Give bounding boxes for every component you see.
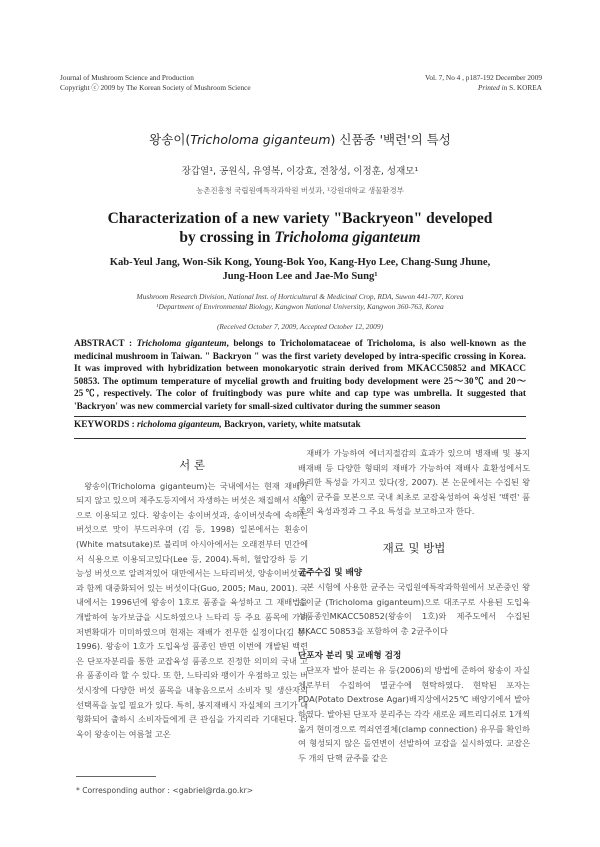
intro-body: 왕송이(Tricholoma giganteum)는 국내에서는 현재 재배가 되지 않고 있으며 제주도등지에서 자생하는 버섯은 채집해서 식용으로 이용되고 있다. 왕송이는 송이버섯과, 송이버섯속에 속하는 버섯으로 맛이 부드러우며 (김 등, 1998) 일본에서는 흰송이(White matsutake)로 불리며 아시아에서는 오래전부터 민간에서 식용으로 이용되고있다(Lee 등, 2004).특히, 혈압강하 등 기능성 버섯으로 알려져있어 대만에서는 느타리버섯, 양송이버섯 등과 함께 대중화되어 있는 버섯이다(Guo, 2005; Mau, 2001). 국내에서는 1996년에 왕송이 1호로 품종을 육성하고 그 재배법을 개발하여 농가보급을 시도하였으나 느타리 등 주요 품목에 가려 저변확대가 미미하였으며 현재는 재배가 전무한 실정이다(김 등, 1996). 왕송이 1호가 도입육성 품종인 반면 이번에 개발된 백련은 단포자분리를 통한 교잡육성 품종으로 진정한 의미의 국내 고유 품종이라 할 수 있다. 또 한, 느타리와 팽이가 우점하고 있는 버섯시장에 다양한 버섯 품목을 내놓음으로서 소비자 및 생산자의 선택폭을 높일 필요가 있다. 특히, 봉지재배시 자실체의 크기가 대형화되어 출하시 소비자들에게 큰 관심을 가지리라 기대된다. 더욱이 왕송이는 여름철 고온 — [76, 480, 308, 739]
printed-line — [425, 83, 542, 93]
english-title-line2 — [0, 228, 600, 247]
intro-heading: 서 론 — [179, 458, 205, 472]
received-dates: (Received October 7, 2009, Accepted October 12, 2009) — [216, 322, 384, 331]
korean-authors: 장갑열¹, 공원식, 유영복, 이강효, 전창성, 이정훈, 성재모¹ — [181, 166, 419, 177]
keywords-rest: Backryon, variety, white matsutak — [221, 420, 361, 430]
keywords-species: richoloma giganteum, — [137, 420, 222, 430]
journal-name: Journal of Mushroom Science and Production — [60, 73, 194, 82]
divider-bottom — [74, 438, 526, 439]
subsection-spore-body: 단포자 발아 분리는 유 등(2006)의 방법에 준하여 왕송이 자실체로부터 수집하여 멸균수에 현탁하였다. 현탁된 포자는 PDA(Potato Dextrose Agar)배지상에서25℃ 배양기에서 발아하였다. 발아된 단포자 분리주는 각각 새로운 페트리디쉬로 1개씩 옮겨 현미경으로 꺽쇠연결체(clamp connection) 유무를 확인하여 형성되지 않은 돌연변이 선발하여 교잡을 실시하였다. 교잡은 두 개의 단핵 균주를 같은 — [298, 665, 530, 763]
keywords-label: KEYWORDS : — [74, 420, 138, 430]
corresponding-author-footnote: * Corresponding author : <gabriel@rda.go.kr> — [76, 786, 254, 795]
volume-header — [425, 73, 542, 93]
left-column — [76, 458, 308, 741]
subsection-strain-heading: 균주수집 및 배양 — [298, 567, 363, 578]
korean-title-species: Tricholoma giganteum — [190, 132, 331, 147]
english-authors-line1: Kab-Yeul Jang, Won-Sik Kong, Young-Bok Yoo, Kang-Hyo Lee, Chang-Sung Jhune, — [109, 257, 491, 268]
footnote-rule — [76, 776, 156, 777]
keywords — [74, 420, 526, 430]
methods-heading: 재료 및 방법 — [382, 540, 446, 555]
english-title-species: Tricholoma giganteum — [274, 229, 421, 246]
right-column — [298, 446, 530, 765]
subsection-spore-heading: 단포자 분리 및 교배형 검정 — [298, 650, 402, 661]
english-affiliation-line1: Mushroom Research Division, National Inst. of Horticultural & Medicinal Crop, RDA, Suwon 441-707, Korea — [136, 292, 464, 301]
english-title — [0, 209, 600, 247]
korean-affiliation: 농촌진흥청 국립원예특작과학원 버섯과, ¹강원대학교 생물환경부 — [196, 186, 404, 195]
english-affiliation — [0, 292, 600, 311]
english-affiliation-line2: ¹Department of Environmental Biology, Kangwon National University, Kangwon 360-763, Korea — [156, 301, 444, 311]
abstract-species: Tricholoma giganteum — [136, 339, 227, 349]
volume-line: Vol. 7, No 4 , p187-192 December 2009 — [424, 73, 542, 82]
english-title-line2-pre: by crossing in — [179, 229, 275, 246]
korean-title-post: ) 신품종 '백련'의 특성 — [330, 132, 451, 147]
english-authors-line2: Jung-Hoon Lee and Jae-Mo Sung¹ — [222, 271, 378, 282]
printed-country: S. KOREA — [509, 83, 542, 92]
printed-label: Printed in — [477, 83, 508, 92]
divider-top — [74, 416, 526, 417]
korean-title — [0, 130, 600, 148]
english-authors — [0, 256, 600, 284]
english-title-line1: Characterization of a new variety "Backryeon" developed — [107, 210, 493, 227]
subsection-strain-body: 본 시험에 사용한 균주는 국립원예특작과학원에서 보존중인 왕송이균 (Tricholoma giganteum)으로 대조구로 사용된 도입육성품종인MKACC50852(왕송이 1호)와 제주도에서 수집된 MKACC 50853을 포함하여 총 2균주이다 — [298, 582, 530, 636]
copyright-line: Copyright ⓒ 2009 by The Korean Society of Mushroom Science — [60, 83, 251, 92]
korean-title-pre: 왕송이( — [149, 132, 191, 147]
abstract — [74, 338, 526, 414]
abstract-text: , belongs to Tricholomataceae of Tricholoma, is also well-known as the medicinal mushroom in Taiwan. " Backryon " was the first variety developed by intra-specific crossing in Korea. It was improved with hybridization between monokaryotic strain derived from MKACC50852 and MKACC 50853. The optimum temperature of mycelial growth and fruiting body development were 25～30℃ and 20～25℃, respectively. The color of fruitingbody was pure white and cap type was umbrella. It suggested that 'Backryon' was new commercial variety for small-sized cultivator during the summer season — [74, 339, 526, 412]
journal-header — [60, 73, 251, 93]
abstract-label: ABSTRACT : — [74, 339, 137, 349]
intro-continuation: 재배가 가능하여 에너지절감의 효과가 있으며 병재배 및 봉지배재배 등 다양한 형태의 재배가 가능하여 재배사 효환성에서도 유리한 특성을 가지고 있다(장, 2007). 본 논문에서는 수집된 왕송이 균주를 모본으로 국내 최초로 교잡육성하여 육성된 '백련' 품종의 육성과정과 그 주요 특성을 보고하고자 한다. — [298, 448, 530, 517]
